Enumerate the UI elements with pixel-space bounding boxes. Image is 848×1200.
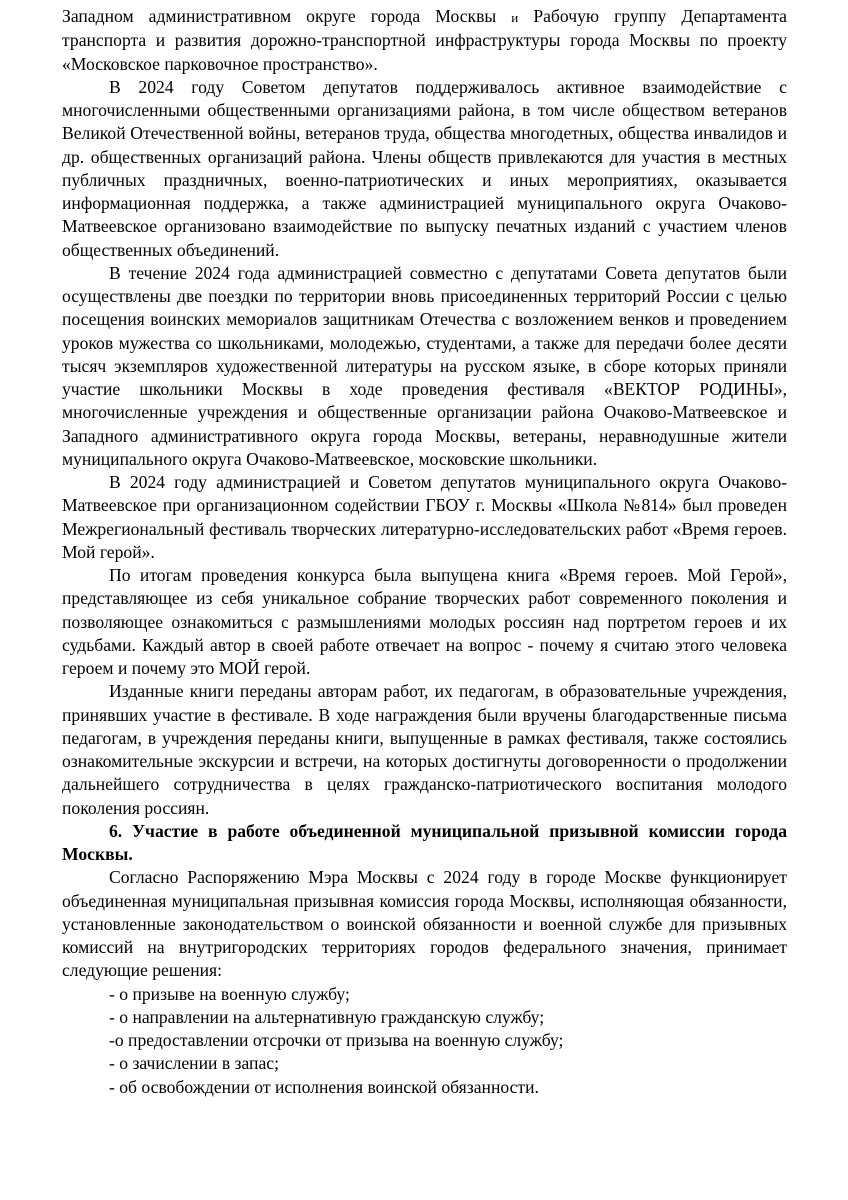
paragraph-book: По итогам проведения конкурса была выпущена книга «Время героев. Мой Герой», представляющее из себя уникальное собрание творческих работ современного поколения и позволяющее ознакомиться с размышлениями молодых россиян над портретом героев и их судьбами. Каждый автор в своей работе отвечает на вопрос - почему я считаю этого человека героем и почему это МОЙ герой. <box>62 565 787 678</box>
paragraph-continuation <box>62 5 787 76</box>
paragraph-books-distributed: Изданные книги переданы авторам работ, их педагогам, в образовательные учреждения, принявших участие в фестивале. В ходе награждения были вручены благодарственные письма педагогам, в учреждения переданы книги, выпущенные в рамках фестиваля, также состоялись ознакомительные экскурсии и встречи, на которых достигнуты договоренности о продолжении дальнейшего сотрудничества в целях гражданско-патриотического воспитания молодого поколения россиян. <box>62 681 787 818</box>
conjunction-small: и <box>511 10 519 25</box>
decisions-list <box>62 983 787 1099</box>
document-page <box>62 5 787 1099</box>
list-item: - о призыве на военную службу; <box>109 983 350 1004</box>
section-heading: 6. Участие в работе объединенной муниципальной призывной комиссии города Москвы. <box>62 820 787 864</box>
paragraph-trips: В течение 2024 года администрацией совместно с депутатами Совета депутатов были осуществлены две поездки по территории вновь присоединенных территорий России с целью посещения воинских мемориалов защитникам Отечества с возложением венков и проведением уроков мужества со школьниками, молодежью, студентами, а также для передачи более десяти тысяч экземпляров художественной литературы на русском языке, в сборе которых приняли участие школьники Москвы в ходе проведения фестиваля «ВЕКТОР РОДИНЫ», многочисленные учреждения и общественные организации района Очаково-Матвеевское и Западного административного округа города Москвы, ветераны, неравнодушные жители муниципального округа Очаково-Матвеевское, московские школьники. <box>62 262 787 469</box>
list-item: -о предоставлении отсрочки от призыва на военную службу; <box>109 1030 564 1050</box>
paragraph-continuation-text-before: Западном административном округе города Москвы <box>62 6 512 26</box>
list-item: - об освобождении от исполнения воинской обязанности. <box>109 1076 539 1097</box>
list-item: - о направлении на альтернативную гражданскую службу; <box>109 1006 545 1027</box>
paragraph-conscription-commission: Согласно Распоряжению Мэра Москвы с 2024 году в городе Москве функционирует объединенная муниципальная призывная комиссия города Москвы, исполняющая обязанности, установленные законодательством о воинской обязанности и военной службе для призывных комиссий на внутригородских территориях городов федерального значения, принимает следующие решения: <box>62 867 787 981</box>
paragraph-continuation-text-after: Рабочую группу Департамента транспорта и развития дорожно-транспортной инфраструктуры города Москвы по проекту «Московское парковочное пространство». <box>62 6 787 74</box>
list-item: - о зачислении в запас; <box>109 1053 279 1074</box>
paragraph-festival: В 2024 году администрацией и Советом депутатов муниципального округа Очаково-Матвеевское при организационном содействии ГБОУ г. Москвы «Школа №814» был проведен Межрегиональный фестиваль творческих литературно-исследовательских работ «Время героев. Мой герой». <box>62 472 787 562</box>
paragraph-public-organizations: В 2024 году Советом депутатов поддерживалось активное взаимодействие с многочисленными общественными организациями района, в том числе обществом ветеранов Великой Отечественной войны, ветеранов труда, общества многодетных, общества инвалидов и др. общественных организаций района. Члены обществ привлекаются для участия в местных публичных праздничных, военно-патриотических и иных мероприятиях, оказывается информационная поддержка, а также администрацией муниципального округа Очаково-Матвеевское организовано взаимодействие по выпуску печатных изданий с участием членов общественных объединений. <box>62 76 787 260</box>
